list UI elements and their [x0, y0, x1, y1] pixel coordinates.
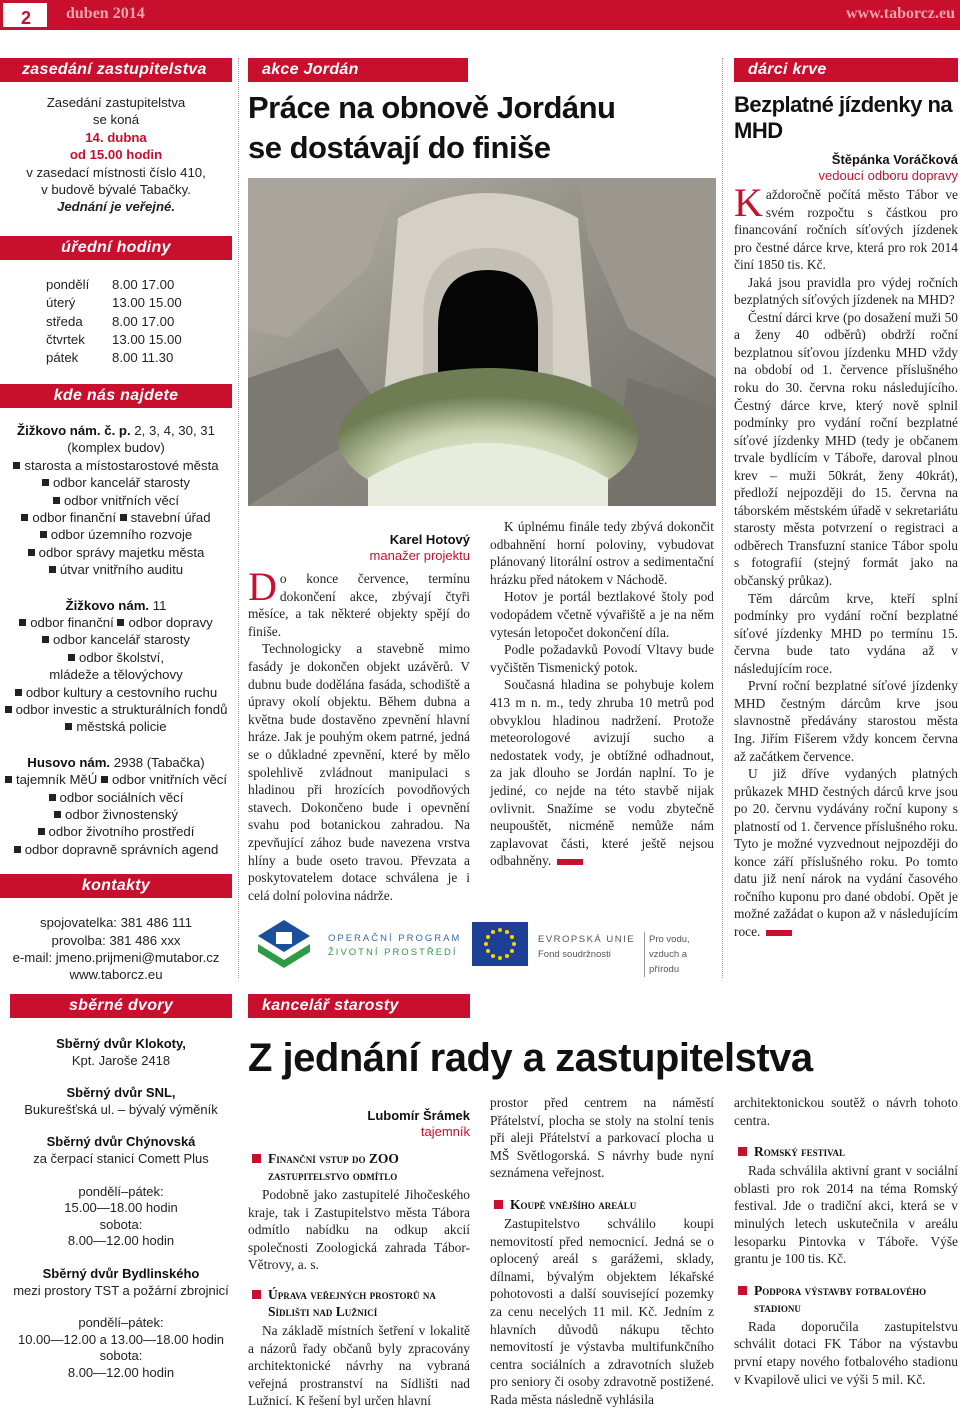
yard-hours: pondělí–pátek: 15.00—18.00 hodin sobota: 8.00—12.00 hodin: [64, 1183, 178, 1249]
office-item: odbor vnitřních věcí: [0, 492, 232, 509]
address-title: Žižkovo nám. č. p. 2, 3, 4, 30, 31: [17, 422, 215, 438]
address-title: Husovo nám. 2938 (Tabačka): [27, 754, 205, 770]
office-item: odbor kancelář starosty: [0, 474, 232, 491]
office-item: tajemník MěÚ odbor vnitřních věcí: [0, 771, 232, 788]
office-item: odbor sociálních věcí: [0, 789, 232, 806]
address-title: Žižkovo nám. 11: [65, 597, 167, 613]
hours-table: [46, 276, 232, 368]
meeting-info: [0, 94, 232, 216]
council-paragraph: Podobně jako zastupitelé Jihočeského kraje, tak i Zastupitelstvo města Tábora odmítlo nabídku na odkup akcií společnosti Zoologická zahrada Tábor-Větrovy, a. s.: [248, 1187, 470, 1273]
donors-paragraph: Každoročně počítá město Tábor ve svém rozpočtu s částkou pro financování ročních síťových jízdenek pro čestné dárce krve, která pro rok 2014 činí 1850 tis. Kč.: [734, 180, 958, 273]
jordan-author: [248, 532, 470, 564]
yard-address: mezi prostory TST a požární zbrojnicí: [13, 1282, 229, 1298]
office-item: odbor správy majetku města: [0, 544, 232, 561]
council-paragraph: architektonickou soutěž o návrh tohoto centra.: [734, 1095, 958, 1128]
council-article: [248, 994, 958, 1082]
contact-email[interactable]: e-mail: jmeno.prijmeni@mutabor.cz: [12, 950, 220, 966]
op-line: OPERAČNÍ PROGRAM: [328, 933, 462, 944]
eu-flag-icon: [472, 922, 528, 966]
jordan-article: [248, 58, 718, 168]
meeting-time: od 15.00 hodin: [69, 147, 163, 163]
yard-title: Sběrný dvůr Chýnovská: [46, 1134, 196, 1150]
meeting-place: v zasedací místnosti číslo 410,: [26, 164, 206, 180]
council-subhead: Romský festival: [734, 1143, 958, 1160]
sidebar: [0, 58, 232, 984]
donors-paragraph: Těm dárcům krve, kteří splní podmínky pro vydání roční bezplatné síťové jízdenky MHD po termínu 15. června bude tato vydána až v následujícím roce.: [734, 590, 958, 676]
donors-bar: dárci krve: [734, 58, 958, 82]
page-number: 2: [0, 0, 50, 30]
office-item: mládeže a tělovýchovy: [49, 667, 183, 683]
hours-row: pátek 8.00 11.30: [46, 350, 174, 366]
logo-eu: [472, 922, 718, 975]
yards-section: [10, 994, 232, 1382]
eu-line: Fond soudržnosti: [538, 949, 611, 960]
website-link[interactable]: www.taborcz.eu: [845, 5, 955, 22]
meeting-public: Jednání je veřejné.: [56, 199, 175, 215]
meeting-date: 14. dubna: [85, 129, 147, 145]
office-item: městská policie: [0, 718, 232, 735]
meeting-line: se koná: [92, 112, 140, 128]
column-divider: [722, 58, 723, 978]
office-item: odbor kancelář starosty: [0, 631, 232, 648]
donors-paragraph: První roční bezplatné síťové jízdenky MHD čestným dárcům krve jsou slavnostně předávány starostou města Ing. Jiřím Fišerem vždy koncem června až začátkem července.: [734, 678, 958, 764]
eu-slogan: vzduch a přírodu: [649, 949, 688, 975]
donors-paragraph: Jaká jsou pravidla pro výdej ročních bezplatných síťových jízdenek na MHD?: [734, 274, 958, 308]
dropcap: K: [734, 180, 763, 225]
logo-op-zp: [248, 914, 478, 972]
hours-row: pondělí 8.00 17.00: [46, 276, 175, 292]
end-mark: [557, 859, 583, 865]
op-logo-icon: [248, 914, 320, 972]
office-item: odbor investic a strukturálních fondů: [0, 701, 232, 718]
eu-slogan: Pro vodu,: [649, 934, 690, 945]
meeting-line: Zasedání zastupitelstva: [46, 95, 186, 110]
council-bar: kancelář starosty: [248, 994, 470, 1018]
jordan-bar: akce Jordán: [248, 58, 468, 82]
council-paragraph: Na základě místních šetření v lokalitě a názorů řady občanů byly zpracovány architektonické návrhy na vybraná veřejná prostranství na Sídlišti nad Lužnicí. K řešení byl určen hlavní: [248, 1322, 470, 1409]
council-col3: [734, 1094, 958, 1388]
council-title: Z jednání rady a zastupitelstva: [248, 1036, 813, 1080]
eu-line: EVROPSKÁ UNIE: [538, 934, 636, 945]
office-item: útvar vnitřního auditu: [0, 561, 232, 578]
meeting-place: v budově bývalé Tabačky.: [41, 182, 191, 198]
jordan-paragraph: K úplnému finále tedy zbývá dokončit odbahnění horní poloviny, vybudovat plánovaný litorální ostrov a sedimentační hrázku před nátokem v Náchodě.: [490, 519, 714, 587]
column-divider: [238, 58, 239, 978]
council-subhead: Úprava veřejných prostorů na Sídlišti nad Lužnicí: [248, 1286, 470, 1320]
yard-title: Sběrný dvůr Bydlinského: [42, 1265, 200, 1281]
contact-info: [0, 914, 232, 984]
council-paragraph: Zastupitelstvo schválilo koupi nemovitostí před nemocnicí. Jedná se o oplocený areál s garážemi, sklady, dílnami, bývalým objektem lékařské pohotovosti a další související pozemky za cenu necelých 11 mil. Kč. Jedním z hlavních důvodů nákupu těchto nemovitostí je výstavba multifunkčního centra sociálních a zdravotních služeb pro seniory či osoby zdravotně postižené. Rada města následně vyhlásila: [490, 1215, 714, 1407]
yard-address: Kpt. Jaroše 2418: [71, 1052, 171, 1068]
donors-body: [734, 180, 958, 941]
council-paragraph: prostor před centrem na náměstí Přátelství, plocha se stoly na stolní tenis při aleji Přátelství a parkovací plocha u MŠ Světlogorská. S návrhy bude nyní seznámena veřejnost.: [490, 1095, 714, 1181]
dropcap: D: [248, 564, 277, 609]
donors-title: Bezplatné jízdenky na MHD: [734, 92, 953, 143]
find-info: [0, 422, 232, 858]
author-role: tajemník: [420, 1124, 470, 1139]
meeting-bar: zasedání zastupitelstva: [0, 58, 232, 82]
yards-bar: sběrné dvory: [10, 994, 232, 1018]
jordan-photo: [248, 178, 716, 506]
jordan-paragraph: Současná hladina se pohybuje kolem 413 m n. m., tedy zhruba 10 metrů pod obvyklou hladinou nadržení. Protože meteorologové avizují sucho a nedostatek vody, je obtížné odhadnout, za jak dlouho se Jordán naplní. To je jediné, co nejde na této stavbě nijak ovlivnit. Snažíme se vodu zbytečně neupouštět, nicméně nemůže nám zaplavovat části, které ještě nejsou odbahněny.: [490, 677, 714, 869]
yard-address: za čerpací stanicí Comett Plus: [33, 1150, 209, 1166]
yard-title: Sběrný dvůr Klokoty,: [56, 1036, 186, 1051]
yards-info: [10, 1036, 232, 1382]
jordan-col1: [248, 564, 470, 904]
donors-article: [734, 58, 958, 941]
jordan-paragraph: Do konce července, termínu dokončení akce, zbývají čtyři měsíce, a tak některé objekty spějí do finiše.: [248, 564, 470, 639]
author-name: Štěpánka Voráčková: [831, 152, 958, 167]
hours-row: čtvrtek 13.00 15.00: [46, 332, 182, 348]
yard-title: Sběrný dvůr SNL,: [66, 1085, 176, 1101]
council-paragraph: Rada schválila aktivní grant v sociální oblasti pro rok 2014 na téma Romský festival. Jde o tradiční akci, která se v minulých letech uskutečnila v areálu lesoparku Pintovka v Táboře. Výše grantu je 100 tis. Kč.: [734, 1163, 958, 1267]
end-mark: [766, 930, 792, 936]
hours-row: úterý 13.00 15.00: [46, 295, 182, 311]
contact-line: spojovatelka: 381 486 111: [39, 915, 192, 931]
office-item: odbor dopravně správních agend: [0, 841, 232, 858]
donors-paragraph: U již dříve vydaných platných průkazek MHD čestných dárců krve jsou po 20. červnu vydávány roční kupony s platností od 1. července příslušného roku. Tyto je možné vyzvednout nejpozději do konce září příslušného roku. Po tomto datu již není nárok na vydání časového ročního kuponu pro dané období. Opět je možné zažádat o kupon až v následujícím roce.: [734, 766, 958, 939]
council-col2: [490, 1094, 714, 1409]
office-item: odbor finanční odbor dopravy: [0, 614, 232, 631]
author-name: Karel Hotový: [389, 532, 470, 547]
council-subhead: Podpora výstavby fotbalového stadionu: [734, 1282, 958, 1316]
office-item: odbor finanční stavební úřad: [0, 509, 232, 526]
council-subhead: Koupě vnějšího areálu: [490, 1196, 714, 1213]
office-item: odbor školství,: [0, 649, 232, 666]
contact-bar: kontakty: [0, 874, 232, 898]
jordan-title: Práce na obnově Jordánu se dostávají do finiše: [248, 90, 616, 165]
jordan-col2: [490, 518, 714, 870]
office-item: odbor územního rozvoje: [0, 526, 232, 543]
office-item: odbor životního prostředí: [0, 823, 232, 840]
council-paragraph: Rada doporučila zastupitelstvu schválit dotaci FK Tábor na výstavbu první etapy nového fotbalového stadionu v Kvapilově ulici ve výši 5 mil. Kč.: [734, 1318, 958, 1387]
author-name: Lubomír Šrámek: [367, 1108, 470, 1123]
office-item: odbor kultury a cestovního ruchu: [0, 684, 232, 701]
office-item: starosta a místostarostové města: [0, 457, 232, 474]
council-col1: [248, 1108, 470, 1410]
hours-bar: úřední hodiny: [0, 236, 232, 260]
jordan-paragraph: Podle požadavků Povodí Vltavy bude vyčištěn Tismenický potok.: [490, 642, 714, 675]
issue-date: duben 2014: [66, 5, 145, 22]
council-subhead: Finanční vstup do ZOO zastupitelstvo odmítlo: [248, 1150, 470, 1184]
office-item: odbor živnostenský: [0, 806, 232, 823]
address-sub: (komplex budov): [67, 440, 165, 456]
donors-paragraph: Čestní dárci krve (po dosažení muži 50 a ženy 40 odběrů) obdrží roční bezplatnou síťovou jízdenku MHD vždy na období od 1. července příslušného roku do 30. června roku následujícího. Čestný dárce krve, který nově splnil podmínky pro vydání roční bezplatné síťové jízdenky MHD (tedy je občanem trvale bydlícím v Táboře, daroval plnou krev – muži 50krát, ženy 40krát), předloží nejpozději do 15. června na táborském městském úřadě v sekretariátu starosty města potvrzení o registraci a odběrech Transfuzní stanice Tábor spolu s fotografií (stejný formát jako na občanský průkaz).: [734, 309, 958, 589]
jordan-paragraph: Hotov je portál beztlakové štoly pod vodopádem včetně vývařiště a je na něm vytesán letopočet dokončení díla.: [490, 589, 714, 640]
author-role: vedoucí odboru dopravy: [818, 168, 958, 183]
contact-web[interactable]: www.taborcz.eu: [69, 967, 163, 983]
find-bar: kde nás najdete: [0, 384, 232, 408]
yard-address: Bukurešťská ul. – bývalý výměník: [24, 1101, 218, 1117]
yard-hours: pondělí–pátek: 10.00—12.00 a 13.00—18.00 hodin sobota: 8.00—12.00 hodin: [17, 1315, 224, 1380]
contact-line: provolba: 381 486 xxx: [51, 932, 181, 948]
tunnel-image: [248, 178, 716, 506]
author-role: manažer projektu: [369, 548, 470, 563]
hours-row: středa 8.00 17.00: [46, 313, 175, 329]
jordan-paragraph: Technologicky a stavebně mimo fasády je dokončen objekt uzávěrů. V dubnu bude dodělána fasáda, schodiště a úpravy okolí objektu. Během dubna a května bude dostavěno zpevnění hlavní hráze. Jak je pouhým okem patrné, jedná se o důkladné zpevnění, které by mělo spolehlivě zvládnout manipulaci s hladinou při hrozících povodňových stavech. Dokončeno bude i opevnění svahu pod botanickou zahradou. Na zpevňující zához bude navezena vrstva hlíny a bude oseto travou. Převzata a poskytovatelem dotace schválena je i celá dolní polovina nádrže.: [248, 641, 470, 903]
op-line: ŽIVOTNÍ PROSTŘEDÍ: [328, 947, 458, 958]
